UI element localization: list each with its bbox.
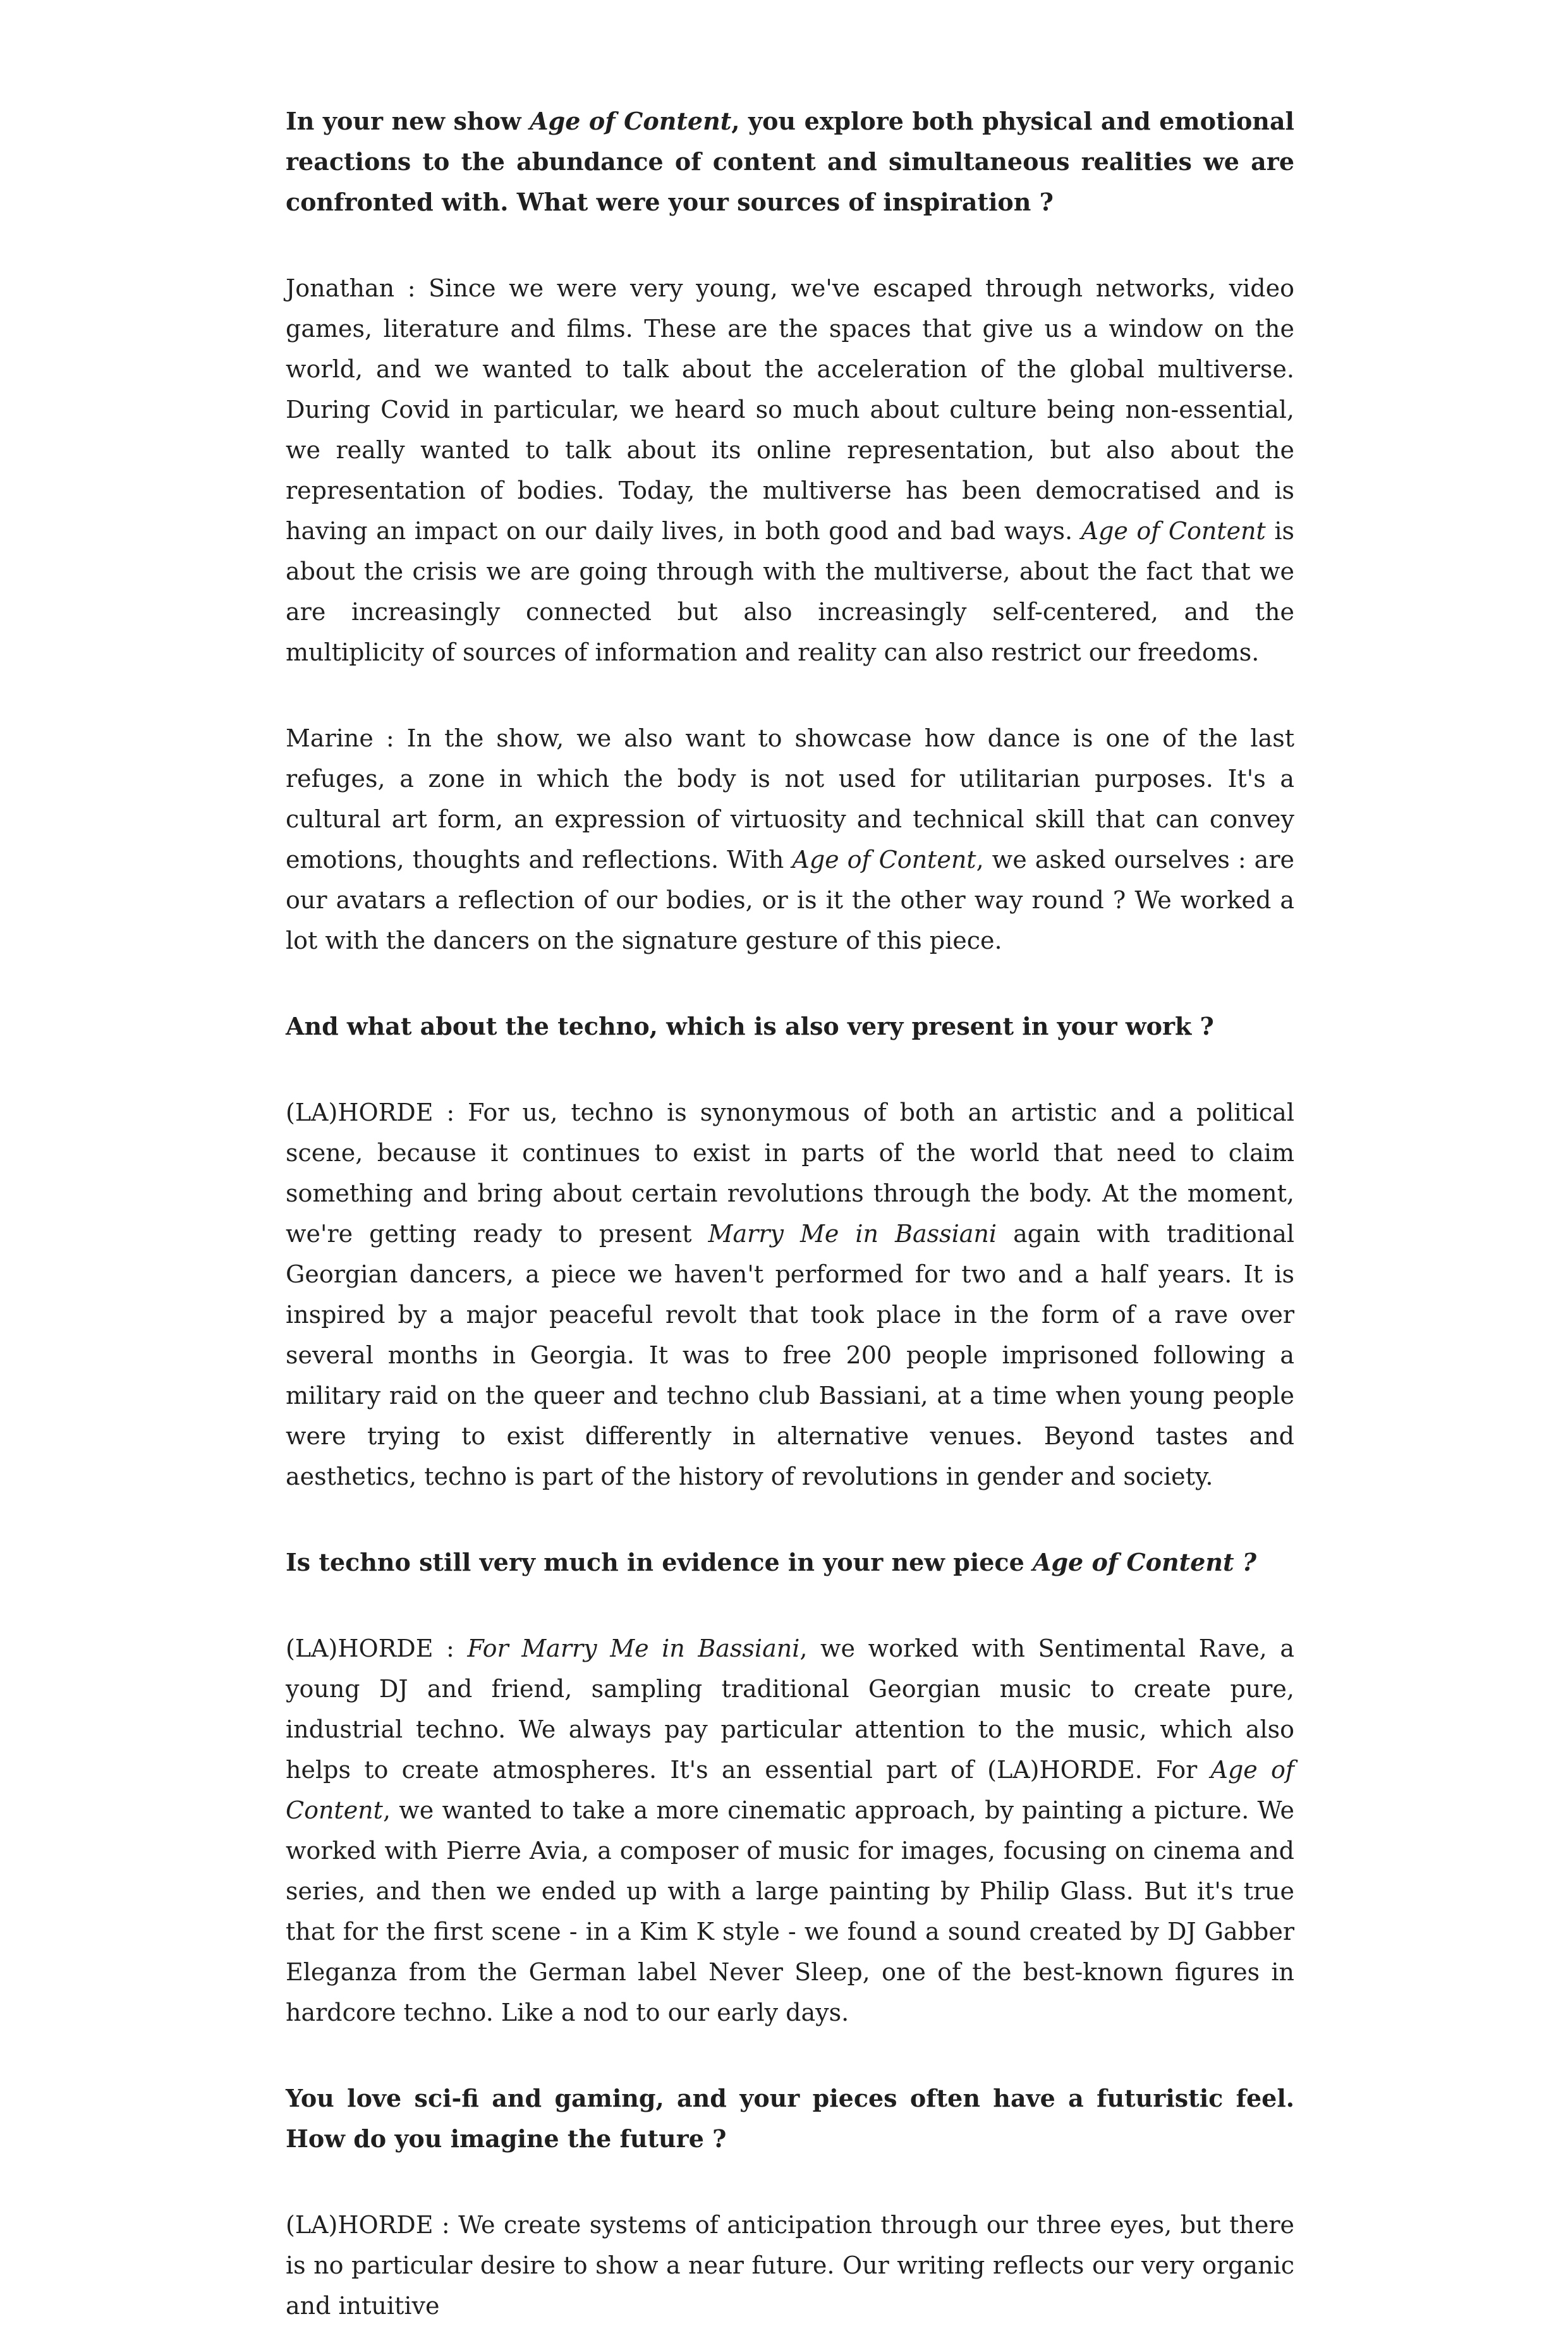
answer-lahorde-2 [286,1628,1294,2033]
text-run: again with traditional Georgian dancers, a piece we haven't performed for two and a half years. It is inspired by a major peaceful revolt that took place in the form of a rave over several months in Georgia. It was to free 200 people imprisoned following a military raid on the queer and techno club Bassiani, at a time when young people were trying to exist differently in alternative venues. Beyond tastes and aesthetics, techno is part of the history of revolutions in gender and society. [286,1220,1294,1490]
text-run-italic: Age of Content [1081,517,1266,545]
text-run: , you explore both physical and emotional reactions to the abundance of content and simultaneous realities we are confronted with. What were your sources of inspiration ? [286,107,1294,216]
text-run-italic: Age of Content [792,846,976,874]
answer-lahorde-3 [286,2205,1294,2326]
text-run: , we wanted to take a more cinematic approach, by painting a picture. We worked with Pierre Avia, a composer of music for images, focusing on cinema and series, and then we ended up with a large painting by Philip Glass. But it's true that for the first scene - in a Kim K style - we found a sound created by DJ Gabber Eleganza from the German label Never Sleep, one of the best-known figures in hardcore techno. Like a nod to our early days. [286,1796,1294,2026]
document-page [286,101,1294,2326]
text-run-italic: Age of Content [530,107,732,135]
text-run: (LA)HORDE : We create systems of anticipation through our three eyes, but there is no particular desire to show a near future. Our writing reflects our very organic and intuitive [286,2211,1294,2320]
text-run: Jonathan : Since we were very young, we've escaped through networks, video games, literature and films. These are the spaces that give us a window on the world, and we wanted to talk about the acceleration of the global multiverse. During Covid in particular, we heard so much about culture being non-essential, we really wanted to talk about its online representation, but also about the representation of bodies. Today, the multiverse has been democratised and is having an impact on our daily lives, in both good and bad ways. [286,274,1294,545]
text-run: In your new show [286,107,530,135]
question-4 [286,2078,1294,2159]
text-run: And what about the techno, which is also very present in your work ? [286,1012,1214,1040]
text-run: , we worked with Sentimental Rave, a young DJ and friend, sampling traditional Georgian music to create pure, industrial techno. We always pay particular attention to the music, which also helps to create atmospheres. It's an essential part of (LA)HORDE. For [286,1635,1294,1784]
question-2 [286,1006,1294,1047]
text-run-italic: For Marry Me in Bassiani [467,1635,800,1662]
text-run-italic: Age of Content ? [1032,1548,1256,1576]
answer-jonathan [286,268,1294,673]
text-run-italic: Age of Content [286,1756,1294,1824]
text-run: Marine : In the show, we also want to showcase how dance is one of the last refuges, a zone in which the body is not used for utilitarian purposes. It's a cultural art form, an expression of virtuosity and technical skill that can convey emotions, thoughts and reflections. With [286,724,1294,874]
answer-marine [286,718,1294,961]
text-run: Is techno still very much in evidence in your new piece [286,1548,1033,1576]
question-1 [286,101,1294,222]
question-3 [286,1542,1294,1583]
text-run: is about the crisis we are going through with the multiverse, about the fact that we are increasingly connected but also increasingly self-centered, and the multiplicity of sources of information and reality can also restrict our freedoms. [286,517,1294,666]
text-run: (LA)HORDE : For us, techno is synonymous of both an artistic and a political scene, because it continues to exist in parts of the world that need to claim something and bring about certain revolutions through the body. At the moment, we're getting ready to present [286,1099,1294,1248]
text-run: , we asked ourselves : are our avatars a reflection of our bodies, or is it the other way round ? We worked a lot with the dancers on the signature gesture of this piece. [286,846,1294,954]
text-run: You love sci-fi and gaming, and your pieces often have a futuristic feel. How do you imagine the future ? [286,2084,1294,2153]
text-run-italic: Marry Me in Bassiani [708,1220,997,1248]
text-run: (LA)HORDE : [286,1635,468,1662]
answer-lahorde-1 [286,1092,1294,1497]
